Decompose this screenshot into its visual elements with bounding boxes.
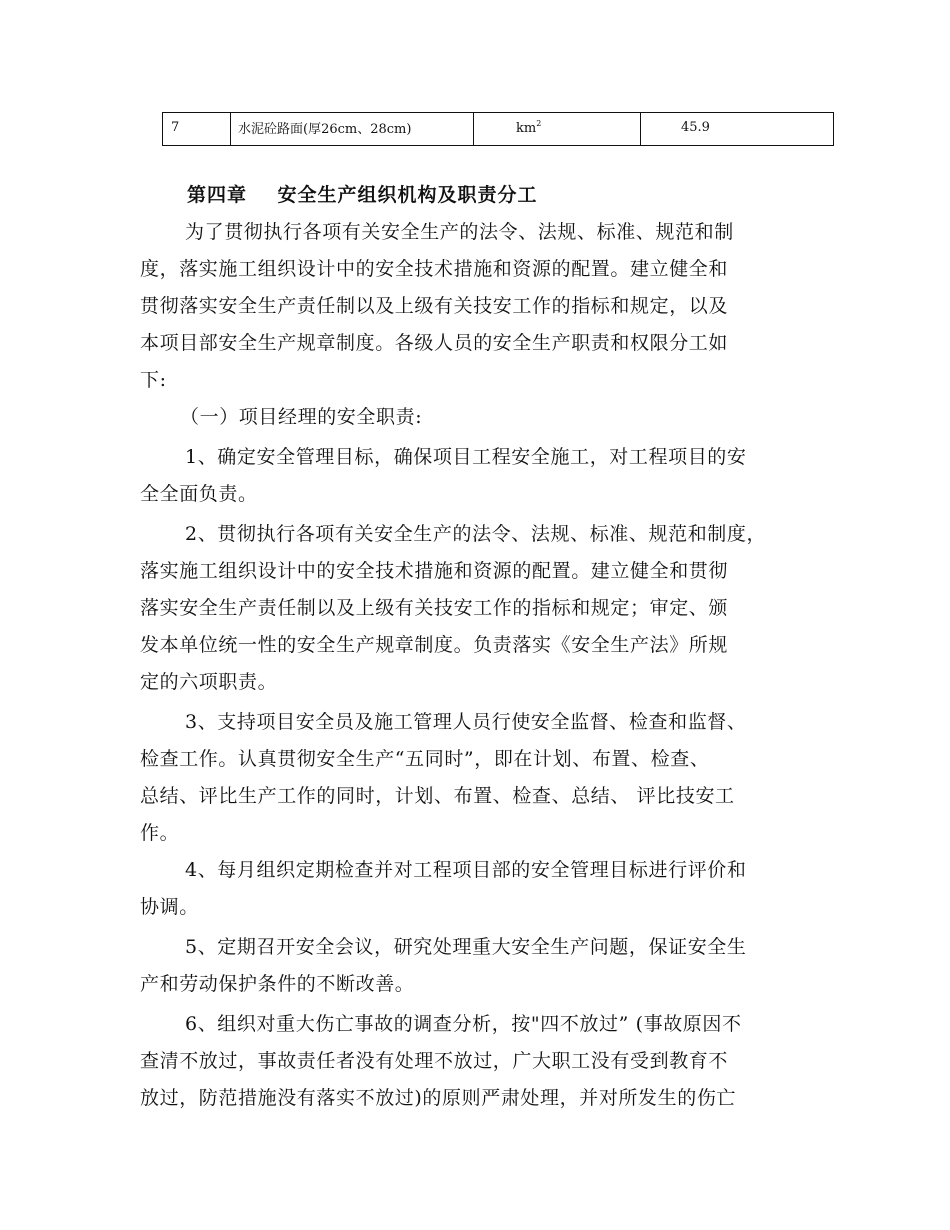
intro-line: 下:: [140, 369, 167, 391]
section-heading: （一）项目经理的安全职责:: [180, 406, 423, 428]
item-2-line: 落实安全生产责任制以及上级有关技安工作的指标和规定；审定、颁: [140, 597, 729, 619]
unit-base: km: [516, 120, 537, 136]
item-2-line: 定的六项职责。: [140, 671, 278, 693]
item-3-line: 3、支持项目安全员及施工管理人员行使安全监督、检查和监督、: [185, 711, 747, 733]
item-2-line: 落实施工组织设计中的安全技术措施和资源的配置。建立健全和贯彻: [140, 560, 729, 582]
item-3-line: 总结、评比生产工作的同时，计划、布置、检查、总结、 评比技安工: [140, 785, 735, 807]
unit-superscript: 2: [536, 118, 542, 128]
item-6-line: 6、组织对重大伤亡事故的调查分析，按"四不放过” (事故原因不: [185, 1013, 742, 1035]
item-3-line: 作。: [140, 822, 180, 844]
intro-line: 为了贯彻执行各项有关安全生产的法令、法规、标准、规范和制: [185, 221, 734, 243]
item-4-line: 4、每月组织定期检查并对工程项目部的安全管理目标进行评价和: [185, 859, 747, 881]
row-number-cell: 7: [163, 113, 231, 146]
item-4-line: 协调。: [140, 896, 199, 918]
unit-cell: [474, 113, 641, 146]
item-3-line: 检查工作。认真贯彻安全生产“五同时”，即在计划、布置、检查、: [140, 748, 710, 770]
item-1-line: 全全面负责。: [140, 483, 258, 505]
intro-line: 贯彻落实安全生产责任制以及上级有关技安工作的指标和规定，以及: [140, 295, 729, 317]
item-2-line: 2、贯彻执行各项有关安全生产的法令、法规、标准、规范和制度，: [185, 523, 767, 545]
intro-line: 本项目部安全生产规章制度。各级人员的安全生产职责和权限分工如: [140, 332, 729, 354]
quantity-table: [162, 112, 834, 146]
chapter-title: 第四章 安全生产组织机构及职责分工: [187, 184, 538, 206]
item-6-line: 查清不放过，事故责任者没有处理不放过，广大职工没有受到教育不: [140, 1050, 729, 1072]
intro-line: 度，落实施工组织设计中的安全技术措施和资源的配置。建立健全和: [140, 258, 729, 280]
item-1-line: 1、确定安全管理目标，确保项目工程安全施工，对工程项目的安: [185, 446, 747, 468]
table-row: [163, 113, 834, 146]
item-5-line: 5、定期召开安全会议，研究处理重大安全生产问题，保证安全生: [185, 936, 747, 958]
item-name-cell: 水泥砼路面(厚26cm、28cm): [231, 113, 474, 146]
item-2-line: 发本单位统一性的安全生产规章制度。负责落实《安全生产法》所规: [140, 634, 729, 656]
quantity-cell: 45.9: [641, 113, 834, 146]
item-5-line: 产和劳动保护条件的不断改善。: [140, 973, 415, 995]
item-6-line: 放过，防范措施没有落实不放过)的原则严肃处理，并对所发生的伤亡: [140, 1087, 737, 1109]
